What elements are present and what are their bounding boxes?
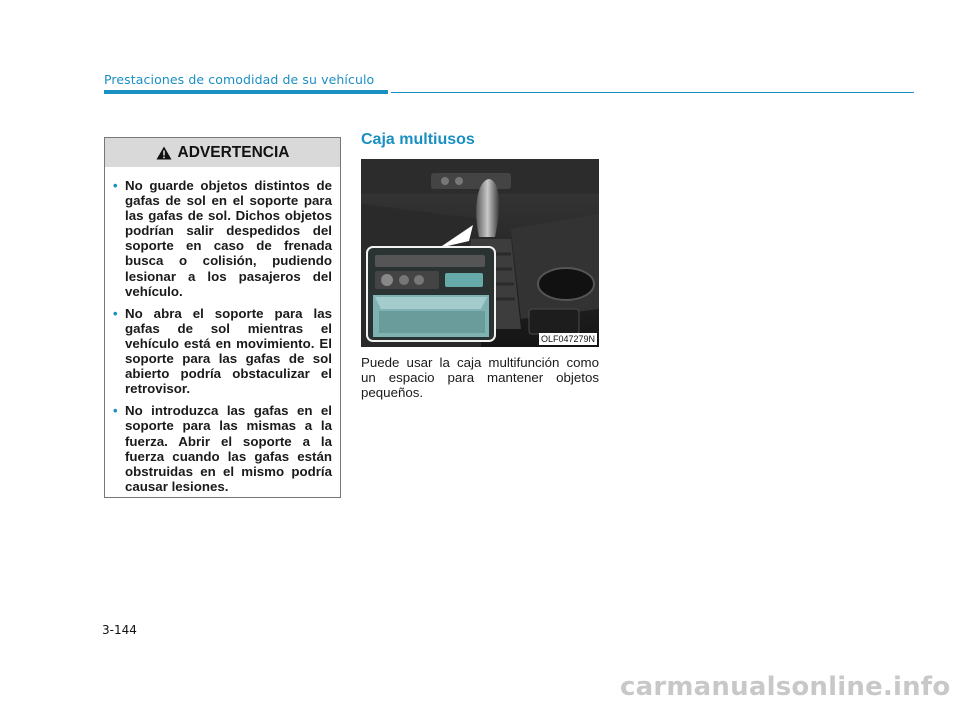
watermark: carmanualsonline.info <box>620 672 951 702</box>
running-header: Prestaciones de comodidad de su vehículo <box>104 72 375 87</box>
warning-title: ADVERTENCIA <box>177 143 290 161</box>
section-body: Puede usar la caja multifunción como un espacio para mantener objetos pequeños. <box>361 355 599 401</box>
section-title: Caja multiusos <box>361 131 475 148</box>
bullet-icon: • <box>113 305 118 321</box>
console-illustration <box>361 159 599 347</box>
bullet-icon: • <box>113 178 118 193</box>
warning-item: • No guarde objetos distintos de gafas de sol en el soporte para las gafas de sol. Dichos objetos podrían salir despedidos del soporte en caso de frenada busca o colisión, pudiendo lesionar a los pasajeros del vehículo. <box>113 178 332 299</box>
bullet-icon: • <box>113 403 118 419</box>
image-code: OLF047279N <box>540 334 595 344</box>
header-rule-thick <box>104 90 388 94</box>
warning-item: • No introduzca las gafas en el soporte para las mismas a la fuerza. Abrir el soporte a la fuerza cuando las gafas están obstruidas en el mismo podría causar lesiones. <box>113 403 332 494</box>
warning-item: • No abra el soporte para las gafas de sol mientras el vehículo está en movimiento. El soporte para las gafas de sol abierto podría obstaculizar el retrovisor. <box>113 305 332 397</box>
warning-header <box>105 138 340 167</box>
multi-box-photo <box>361 159 599 347</box>
warning-box <box>104 137 341 498</box>
page-number: 3-144 <box>102 623 137 637</box>
warning-list <box>105 167 340 494</box>
warning-triangle-icon <box>156 146 172 160</box>
header-rule-thin <box>391 92 914 93</box>
